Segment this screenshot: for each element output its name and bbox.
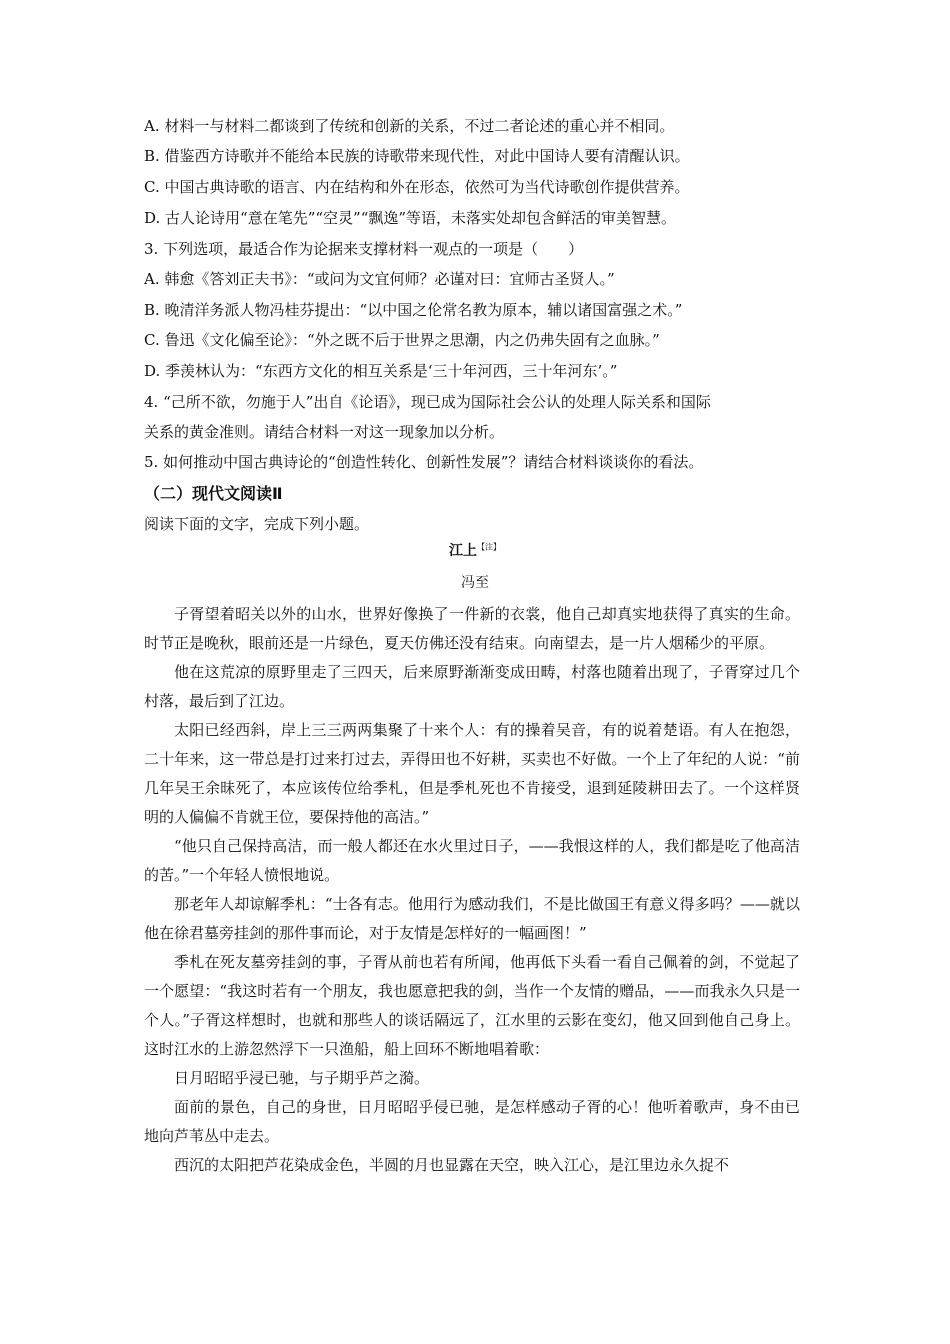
option-2d: D. 古人论诗用“意在笔先”“空灵”“飘逸”等语，未落实处却包含鲜活的审美智慧。 (144, 209, 677, 227)
story-author: 冯至 (461, 575, 489, 591)
story-paragraph: 西沉的太阳把芦花染成金色，半圆的月也显露在天空，映入江心，是江里边永久捉不 (174, 1156, 730, 1174)
song-line: 日月昭昭乎浸已驰，与子期乎芦之漪。 (174, 1069, 430, 1087)
story-paragraph: 面前的景色，自己的身世，日月昭昭乎侵已驰，是怎样感动子胥的心！他听着歌声，身不由已地向芦苇丛中走去。 (144, 1098, 800, 1145)
option-3a: A. 韩愈《答刘正夫书》：“或问为文宜何师？必谨对曰：宜师古圣贤人。” (144, 270, 615, 288)
story-body (144, 600, 800, 1180)
option-2a: A. 材料一与材料二都谈到了传统和创新的关系，不过二者论述的重心并不相同。 (144, 117, 675, 135)
option-3b: B. 晚清洋务派人物冯桂芬提出：“以中国之伦常名教为原本，辅以诸国富强之术。” (144, 301, 683, 319)
option-3d: D. 季羡林认为：“东西方文化的相互关系是‘三十年河西，三十年河东’。” (144, 362, 618, 380)
story-paragraph: “他只自己保持高洁，而一般人都还在水火里过日子，——我恨这样的人，我们都是吃了他高洁的苦。”一个年轻人愤恨地说。 (144, 837, 800, 884)
story-paragraph: 季札在死友墓旁挂剑的事，子胥从前也若有所闻，他再低下头看一看自己佩着的剑，不觉起了一个愿望：“我这时若有一个朋友，我也愿意把我的剑，当作一个友情的赠品，——而我永久只是一个人。”子胥这样想时，也就和那些人的谈话隔远了，江水里的云影在变幻，他又回到他自己身上。这时江水的上游忽然浮下一只渔船，船上回环不断地唱着歌： (144, 953, 800, 1058)
option-2c: C. 中国古典诗歌的语言、内在结构和外在形态，依然可为当代诗歌创作提供营养。 (144, 178, 690, 196)
story-title-note: 【注】 (477, 542, 501, 552)
story-paragraph: 他在这荒凉的原野里走了三四天，后来原野渐渐变成田畴，村落也随着出现了，子胥穿过几个村落，最后到了江边。 (144, 663, 800, 710)
story-title-text: 江上 (449, 543, 477, 559)
question-3-stem: 3. 下列选项，最适合作为论据来支撑材料一观点的一项是（ ） (144, 240, 584, 258)
story-paragraph: 太阳已经西斜，岸上三三两两集聚了十来个人：有的操着吴音，有的说着楚语。有人在抱怨，二十年来，这一带总是打过来打过去，弄得田也不好耕，买卖也不好做。一个上了年纪的人说：“前几年吴王余昧死了，本应该传位给季札，但是季札死也不肯接受，退到延陵耕田去了。一个这样贤明的人偏偏不肯就王位，要保持他的高洁。” (144, 721, 800, 826)
section-heading: （二）现代文阅读Ⅱ (144, 484, 283, 503)
story-paragraph: 那老年人却谅解季札：“士各有志。他用行为感动我们，不是比做国王有意义得多吗？——就以他在徐君墓旁挂剑的那件事而论，对于友情是怎样好的一幅画图！” (144, 895, 800, 942)
question-4-line-2: 关系的黄金准则。请结合材料一对这一现象加以分析。 (144, 423, 505, 441)
option-2b: B. 借鉴西方诗歌并不能给本民族的诗歌带来现代性，对此中国诗人要有清醒认识。 (144, 147, 690, 165)
story-paragraph: 子胥望着昭关以外的山水，世界好像换了一件新的衣裳，他自己却真实地获得了真实的生命。时节正是晚秋，眼前还是一片绿色，夏天仿佛还没有结束。向南望去，是一片人烟稀少的平原。 (144, 605, 800, 652)
question-5: 5. 如何推动中国古典诗论的“创造性转化、创新性发展”？请结合材料谈谈你的看法。 (144, 453, 704, 471)
story-title (0, 540, 950, 560)
question-4-line-1: 4. “己所不欲，勿施于人”出自《论语》，现已成为国际社会公认的处理人际关系和国际 (144, 393, 711, 411)
option-3c: C. 鲁迅《文化偏至论》：“外之既不后于世界之思潮，内之仍弗失固有之血脉。” (144, 331, 660, 349)
reading-instruction: 阅读下面的文字，完成下列小题。 (144, 515, 370, 533)
